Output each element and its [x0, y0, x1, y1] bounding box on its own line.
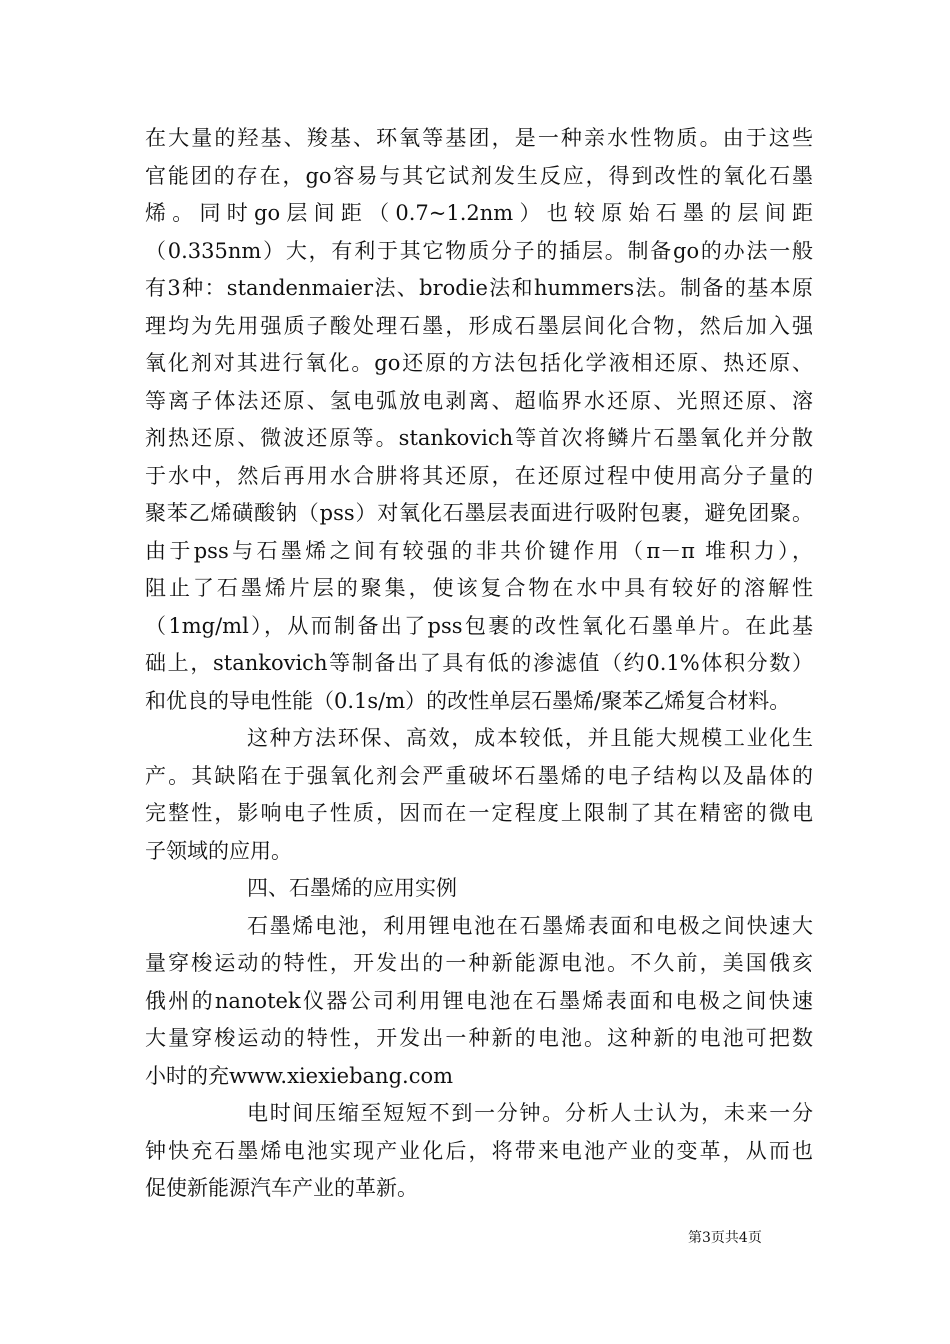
- text-line: （0.335nm）大，有利于其它物质分子的插层。制备go的办法一般: [145, 238, 813, 263]
- text-line: 这种方法环保、高效，成本较低，并且能大规模工业化生: [247, 726, 813, 750]
- page-number: 第3页共4页: [688, 1230, 762, 1246]
- text-line: 理均为先用强质子酸处理石墨，形成石墨层间化合物，然后加入强: [145, 313, 813, 338]
- text-line: 阻止了石墨烯片层的聚集，使该复合物在水中具有较好的溶解性: [145, 576, 813, 600]
- text-line: 剂热还原、微波还原等。stankovich等首次将鳞片石墨氧化并分散: [145, 426, 813, 450]
- text-line: 由于pss与石墨烯之间有较强的非共价键作用（π－π 堆积力），: [145, 538, 813, 563]
- text-line: 在大量的羟基、羧基、环氧等基团，是一种亲水性物质。由于这些: [145, 126, 813, 150]
- text-line: 电时间压缩至短短不到一分钟。分析人士认为，未来一分: [247, 1101, 813, 1125]
- paragraph-charging-time: [145, 1095, 813, 1208]
- text-line: 产。其缺陷在于强氧化剂会严重破坏石墨烯的电子结构以及晶体的: [145, 763, 813, 788]
- text-line: 等离子体法还原、氢电弧放电剥离、超临界水还原、光照还原、溶: [145, 388, 813, 413]
- section-heading-text: 四、石墨烯的应用实例: [247, 876, 457, 900]
- paragraph-go-preparation: [145, 120, 813, 720]
- text-line: 础上，stankovich等制备出了具有低的渗滤值（约0.1%体积分数）: [145, 651, 813, 675]
- text-line: 量穿梭运动的特性，开发出的一种新能源电池。不久前，美国俄亥: [145, 951, 813, 975]
- text-line: 聚苯乙烯磺酸钠（pss）对氧化石墨层表面进行吸附包裹，避免团聚。: [145, 501, 813, 525]
- paragraph-method-evaluation: [145, 720, 813, 870]
- text-line: 烯。同时go层间距（0.7~1.2nm）也较原始石墨的层间距: [145, 201, 813, 225]
- text-line: 石墨烯电池，利用锂电池在石墨烯表面和电极之间快速大: [247, 913, 813, 938]
- text-line: 有3种：standenmaier法、brodie法和hummers法。制备的基本原: [145, 276, 813, 300]
- paragraph-graphene-battery: [145, 908, 813, 1096]
- text-line: 氧化剂对其进行氧化。go还原的方法包括化学液相还原、热还原、: [145, 351, 813, 375]
- document-body: [145, 120, 813, 1208]
- text-line: 和优良的导电性能（0.1s/m）的改性单层石墨烯/聚苯乙烯复合材料。: [145, 688, 791, 713]
- text-line: 完整性，影响电子性质，因而在一定程度上限制了其在精密的微电: [145, 801, 813, 825]
- text-line: 促使新能源汽车产业的革新。: [145, 1176, 418, 1200]
- text-line: 于水中，然后再用水合肼将其还原，在还原过程中使用高分子量的: [145, 463, 813, 488]
- text-line: 小时的充www.xiexiebang.com: [145, 1063, 454, 1088]
- section-heading: [145, 870, 813, 908]
- text-line: 官能团的存在，go容易与其它试剂发生反应，得到改性的氧化石墨: [145, 163, 813, 188]
- text-line: 俄州的nanotek仪器公司利用锂电池在石墨烯表面和电极之间快速: [145, 988, 813, 1013]
- text-line: 大量穿梭运动的特性，开发出一种新的电池。这种新的电池可把数: [145, 1026, 813, 1050]
- text-line: 子领域的应用。: [145, 838, 292, 863]
- text-line: （1mg/ml），从而制备出了pss包裹的改性氧化石墨单片。在此基: [145, 613, 813, 638]
- text-line: 钟快充石墨烯电池实现产业化后，将带来电池产业的变革，从而也: [145, 1138, 813, 1163]
